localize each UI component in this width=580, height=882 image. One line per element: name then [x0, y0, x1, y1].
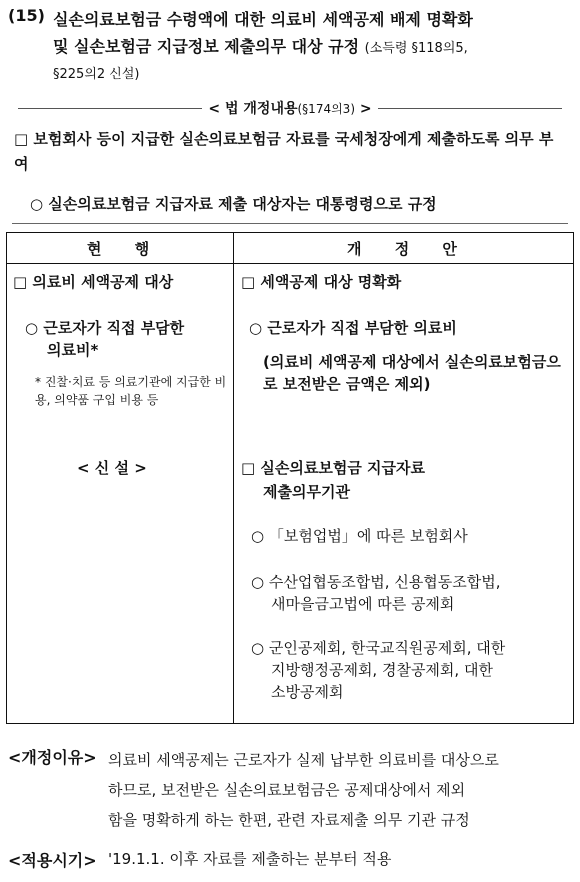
- reason-line-2: 하므로, 보전받은 실손의료보험금은 공제대상에서 제외: [108, 781, 466, 799]
- header-current: 현 행: [87, 240, 164, 258]
- reason-line-1: 의료비 세액공제는 근로자가 실제 납부한 의료비를 대상으로: [108, 751, 499, 769]
- reason-label: <개정이유>: [8, 748, 97, 767]
- current-new-label: < 신 설 >: [77, 459, 147, 477]
- title-line-2-ref: (소득령 §118의5,: [364, 41, 468, 56]
- header-rule-left: [18, 108, 202, 109]
- section-title: [53, 6, 573, 62]
- section-number: (15): [8, 6, 45, 25]
- law-change-rule: [12, 223, 568, 224]
- law-change-box-text: □ 보험회사 등이 지급한 실손의료보험금 자료를 국세청장에게 제출하도록 의무 부여: [14, 130, 554, 173]
- reason-body: [108, 745, 578, 835]
- revised-bullet-1: ○ 「보험업법」에 따른 보험회사: [251, 527, 468, 545]
- current-item-1: □ 의료비 세액공제 대상: [13, 273, 174, 291]
- revised-item-2: ○ 근로자가 직접 부담한 의료비: [249, 319, 457, 337]
- title-line-3-ref: §225의2 신설): [53, 67, 140, 82]
- revised-item-3b: 제출의무기관: [263, 483, 350, 501]
- current-note: * 진찰·치료 등 의료기관에 지급한 비용, 의약품 구입 비용 등: [35, 375, 227, 407]
- comparison-table: [6, 232, 574, 724]
- revised-bullet-3a: ○ 군인공제회, 한국교직원공제회, 대한: [251, 639, 506, 657]
- law-change-sub-text: ○ 실손의료보험금 지급자료 제출 대상자는 대통령령으로 규정: [30, 195, 437, 213]
- timing-label: <적용시기>: [8, 851, 97, 870]
- table-header-divider: [7, 263, 573, 264]
- law-change-header-text: [208, 98, 371, 118]
- revised-item-2-paren: (의료비 세액공제 대상에서 실손의료보험금으로 보전받은 금액은 제외): [263, 353, 561, 393]
- header-label: < 법 개정내용: [208, 101, 298, 117]
- title-line-2-text: 및 실손보험금 지급정보 제출의무 대상 규정: [53, 37, 360, 56]
- law-change-header: [12, 98, 568, 118]
- reason-line-3: 함을 명확하게 하는 한편, 관련 자료제출 의무 기관 규정: [108, 811, 470, 829]
- title-line-2: [53, 33, 573, 62]
- current-item-2b: 의료비*: [47, 341, 99, 359]
- revised-item-3a: □ 실손의료보험금 지급자료: [241, 459, 426, 477]
- header-end: >: [355, 101, 372, 117]
- revised-bullet-3c: 소방공제회: [271, 683, 344, 701]
- revised-bullet-2a: ○ 수산업협동조합법, 신용협동조합법,: [251, 573, 501, 591]
- table-column-divider: [233, 233, 234, 723]
- timing-section: [8, 848, 576, 871]
- revised-bullet-3b: 지방행정공제회, 경찰공제회, 대한: [271, 661, 493, 679]
- header-ref: (§174의3): [297, 102, 355, 116]
- title-line-1: 실손의료보험금 수령액에 대한 의료비 세액공제 배제 명확화: [53, 10, 473, 29]
- timing-text: '19.1.1. 이후 자료를 제출하는 분부터 적용: [108, 850, 392, 868]
- current-item-2a: ○ 근로자가 직접 부담한: [25, 319, 185, 337]
- revised-bullet-2b: 새마을금고법에 따른 공제회: [271, 595, 455, 613]
- reason-section: [8, 745, 576, 829]
- revised-item-1: □ 세액공제 대상 명확화: [241, 273, 402, 291]
- header-rule-right: [378, 108, 562, 109]
- header-revised: 개 정 안: [347, 240, 471, 258]
